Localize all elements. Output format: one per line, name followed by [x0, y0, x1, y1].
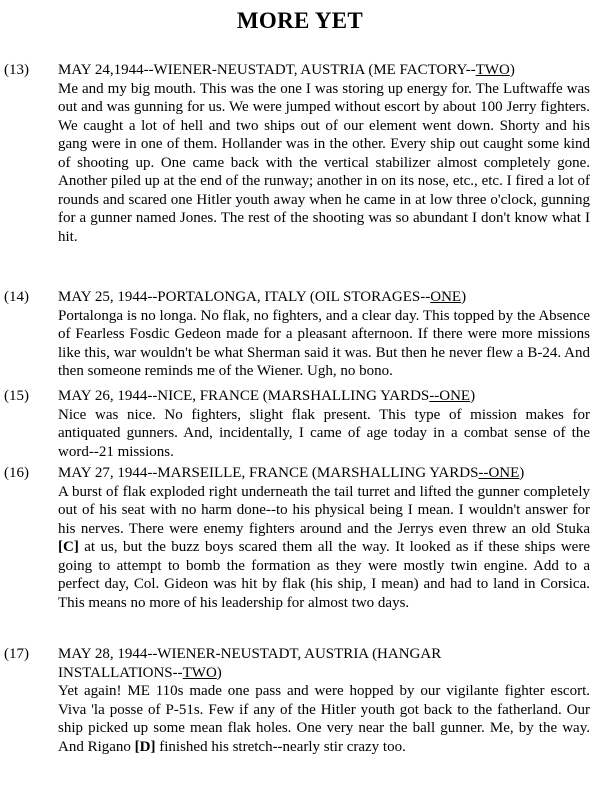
entry-number: (17) [4, 646, 29, 662]
entry-body [58, 61, 590, 246]
entry-text-part: at us, but the buzz boys scared them all the way. It looked as if these ships were going to attempt to bomb the formation as they were mostly twin engine. Add to a perfect day, Col. Gideon was hit by flak (his ship, I mean) and had to land in Corsica. This means no more of his leadership for almost two days. [58, 539, 590, 611]
entry-header-main: MAY 26, 1944--NICE, FRANCE (MARSHALLING YARDS [58, 388, 430, 404]
mission-count: --ONE [478, 465, 520, 481]
entry-body [58, 464, 590, 612]
entry-header-main: INSTALLATIONS-- [58, 664, 183, 681]
entry-header-close: ) [519, 465, 525, 481]
mission-count: TWO [475, 62, 510, 78]
entry-text: Portalonga is no longa. No flak, no fighters, and a clear day. This topped by the Absence of Fearless Fosdic Gedeon made for a pleasant afternoon. If there were more missions like this, war wouldn't be what Sherman said it was. But then he never flew a B-24. And then someone reminds me of the Wiener. Ugh, no bono. [58, 307, 590, 379]
entry-text: Me and my big mouth. This was the one I was storing up energy for. The Luftwaffe was out and was gunning for us. We were jumped without escort by about 100 Jerry fighters. We caught a lot of hell and two ships out of our element went down. Shorty and his gang were in one of them. Hollander was in the other. Every ship out caught some kind of shooting up. One came back with the vertical stabilizer almost completely gone. Another piled up at the end of the runway; another in on its nose, etc., etc. I fired a lot of rounds and scared one Hitler youth away when he came in at low three o'clock, gunning for a gunner named Jones. The rest of the shooting was so abundant I don't know what I hit. [58, 80, 590, 245]
entry-text [58, 483, 590, 613]
entry-header [58, 61, 590, 80]
entry-number: (13) [4, 62, 29, 78]
page-title: MORE YET [236, 8, 364, 33]
mission-count: ONE [430, 289, 462, 305]
entry-header-line2 [58, 664, 590, 683]
entry-header: MAY 28, 1944--WIENER-NEUSTADT, AUSTRIA (HANGAR [58, 646, 442, 662]
entry-number: (14) [4, 289, 29, 305]
footnote-reference: [C] [58, 539, 79, 555]
mission-count: --ONE [429, 388, 471, 404]
entry-body [58, 288, 590, 381]
entry-text-part: finished his stretch--nearly stir crazy too. [159, 738, 406, 755]
entry-body [58, 387, 590, 461]
entry-header [58, 464, 590, 483]
entry-body [58, 645, 590, 756]
entry-text [58, 682, 590, 756]
footnote-reference: [D] [134, 738, 156, 755]
entry-header-main: MAY 27, 1944--MARSEILLE, FRANCE (MARSHALLING YARDS [58, 465, 479, 481]
entry-header-close: ) [216, 664, 222, 681]
mission-count: TWO [182, 664, 217, 681]
entry-header-close: ) [509, 62, 515, 78]
entry-header-main: MAY 24,1944--WIENER-NEUSTADT, AUSTRIA (ME FACTORY-- [58, 62, 476, 78]
entry-header-main: MAY 25, 1944--PORTALONGA, ITALY (OIL STORAGES-- [58, 289, 431, 305]
entry-text-part: Yet again! ME 110s made one pass and were hopped by our vigilante fighter escort. Viva 'la posse of P-51s. Few if any of the Hitler youth got back to the fatherland. Our ship picked up some mean flak holes. One very near the ball gunner. Me, by the way. And Rigano [58, 683, 590, 755]
entry-text-part: A burst of flak exploded right underneath the tail turret and lifted the gunner completely out of his seat with no harm done--to his physical being I mean. I wouldn't answer for his nerves. There were enemy fighters around and the Jerrys even threw an old Stuka [58, 483, 590, 537]
entry-number: (16) [4, 465, 29, 481]
entry-header-close: ) [461, 289, 467, 305]
entry-header-close: ) [470, 388, 476, 404]
entry-header [58, 387, 590, 406]
entry-header [58, 288, 590, 307]
entry-number: (15) [4, 388, 29, 404]
entry-text: Nice was nice. No fighters, slight flak present. This type of mission makes for antiquated gunners. And, incidentally, I came of age today in a combat sense of the word--21 missions. [58, 406, 590, 460]
